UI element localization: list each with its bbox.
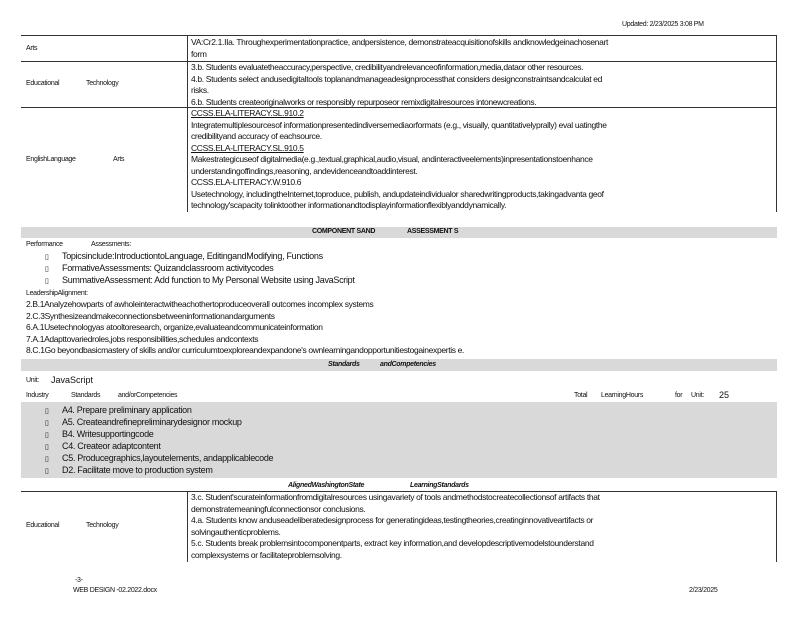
industry-label: and/orCompetencies	[118, 392, 178, 399]
subject-technology: Technology	[86, 522, 119, 529]
performance-label: Performance	[26, 241, 63, 248]
total-hours-label: Unit:	[691, 392, 704, 399]
list-item: C5. Producegraphics,layoutelements, andapplicablecode	[62, 453, 274, 463]
total-hours-label: LearningHours	[601, 392, 644, 399]
list-item: FormativeAssessments: Quizandclassroom activitycodes	[62, 263, 274, 273]
standard-link[interactable]: CCSS.ELA-LITERACY.SL.910.5	[191, 142, 304, 153]
unit-label: Unit:	[26, 377, 39, 384]
section-heading: ASSESSMENT S	[407, 228, 459, 235]
unit-name: JavaScript	[51, 375, 94, 385]
footer-date: 2/23/2025	[689, 587, 718, 594]
bullet-icon: ▯	[45, 432, 49, 439]
industry-label: Industry	[26, 392, 49, 399]
subject-arts: Arts	[26, 45, 38, 52]
column-divider	[187, 35, 188, 212]
subject-arts: Arts	[113, 156, 125, 163]
total-hours-label: Total	[574, 392, 588, 399]
list-item: 2.B.1Analyzehowparts of awholeinteractwitheachothertoproduceoverall outcomes incomplex systems	[26, 299, 374, 309]
list-item: B4. Writesupportingcode	[62, 429, 154, 439]
total-hours-value: 25	[719, 390, 730, 400]
section-heading: LearningStandards	[410, 482, 469, 489]
bullet-icon: ▯	[45, 278, 49, 285]
list-item: 8.C.1Go beyondbasicmastery of skills and/or curriculumtoexploreandexpandone's ownlearningandopportunitiestogainexpertis e.	[26, 345, 465, 355]
section-heading: COMPONENT SAND	[312, 228, 376, 235]
section-header-bar	[21, 227, 777, 238]
list-item: 7.A.1Adapttovariedroles,jobs responsibilities,schedules andcontexts	[26, 333, 259, 344]
bullet-icon: ▯	[45, 408, 49, 415]
list-item: SummativeAssessment: Add function to My Personal Website using JavaScript	[62, 275, 355, 285]
page-number: -3-	[75, 577, 83, 584]
column-divider	[776, 491, 777, 562]
column-divider	[187, 491, 188, 562]
list-item: 2.C.3Synthesizeandmakeconnectionsbetweeninformationandarguments	[26, 310, 275, 321]
bullet-icon: ▯	[45, 444, 49, 451]
subject-educational: Educational	[26, 522, 60, 529]
bullet-icon: ▯	[45, 468, 49, 475]
subject-english: EnglishLanguage	[26, 156, 76, 163]
standard-link[interactable]: CCSS.ELA-LITERACY.SL.910.2	[191, 108, 304, 118]
column-divider	[776, 35, 777, 212]
list-item: D2. Facilitate move to production system	[62, 465, 213, 475]
section-heading: AlignedWashingtonState	[288, 482, 365, 489]
subject-educational: Educational	[26, 80, 60, 87]
standards-cell: 3.c. Student'scurateinformationfromdigitalresources usingavariety of tools andmethodstocreatecollectionsof artifacts that demonstratemeaningfulconnectionsor conclusions. 4.a. Students know anduseadeliberatedesignprocess for generatingideas,testingtheories,creatinginnovativeartifacts or solvingauthenticproblems. 5.c. Students break problemsintocomponentparts, extract key information,and developdescriptivemodelstounderstand complexsystems or facilitateproblemsolving.	[191, 492, 600, 560]
standards-cell: VA:Cr2.1.IIa. Throughexperimentationpractice, andpersistence, demonstrateacquisitionofskills andknowledgeinachosenart form	[191, 37, 609, 59]
list-item: 6.A.1Usetechnologyas atooltoresearch, organize,evaluateandcommunicateinformation	[26, 322, 323, 332]
list-item: C4. Createor adaptcontent	[62, 441, 161, 451]
leadership-label: LeadershipAlignment:	[26, 290, 88, 297]
list-item: A4. Prepare preliminary application	[62, 405, 192, 415]
bullet-icon: ▯	[45, 266, 49, 273]
total-hours-label: for	[675, 392, 683, 399]
subject-technology: Technology	[86, 80, 119, 87]
section-heading: andCompetencies	[380, 361, 436, 368]
standards-cell: CCSS.ELA-LITERACY.SL.910.2 Integratemultiplesourcesof informationpresentedindiversemediaorformats (e.g., visually, quantitativelyprally) eval uatingthe credibilityand accuracy of eachsource. CCSS.ELA-LITERACY.SL.910.5 Makestrategicuseof digitalmedia(e.g.,textual,graphical,audio,visual, andinteractiveelements)inpresentationstoenhance understandingoffindings,reasoning, andevidenceandtoaddinterest. CCSS.ELA-LITERACY.W.910.6 Usetechnology, includingtheInternet,toproduce, publish, andupdateindividualor sharedwritingproducts,takingadvanta geof technology'scapacity tolinktoother informationandtodisplayinformationflexiblyanddynamically.	[191, 108, 771, 212]
list-item: A5. Createandrefinepreliminarydesignor mockup	[62, 417, 242, 427]
section-heading: Standards	[328, 361, 360, 368]
table-border	[21, 35, 777, 36]
performance-label: Assessments:	[91, 241, 131, 248]
bullet-icon: ▯	[45, 456, 49, 463]
list-item: Topicsinclude:IntroductiontoLanguage, EditingandModifying, Functions	[62, 251, 323, 261]
bullet-icon: ▯	[45, 420, 49, 427]
updated-timestamp: Updated: 2/23/2025 3:08 PM	[622, 21, 704, 28]
standards-cell: 3.b. Students evaluatetheaccuracy,perspective, credibilityandrelevanceofinformation,media,dataor other resources. 4.b. Students select andusedigitaltools toplanandmanageadesignprocessthat considers designconstraintsandcalculat ed risks. 6.b. Students createoriginalworks or responsibly repurposeor remixdigitalresources intonewcreations.	[191, 62, 603, 107]
industry-label: Standards	[71, 392, 101, 399]
bullet-icon: ▯	[45, 254, 49, 261]
file-name: WEB DESIGN -02.2022.docx	[73, 587, 157, 594]
leadership-list	[26, 299, 464, 357]
